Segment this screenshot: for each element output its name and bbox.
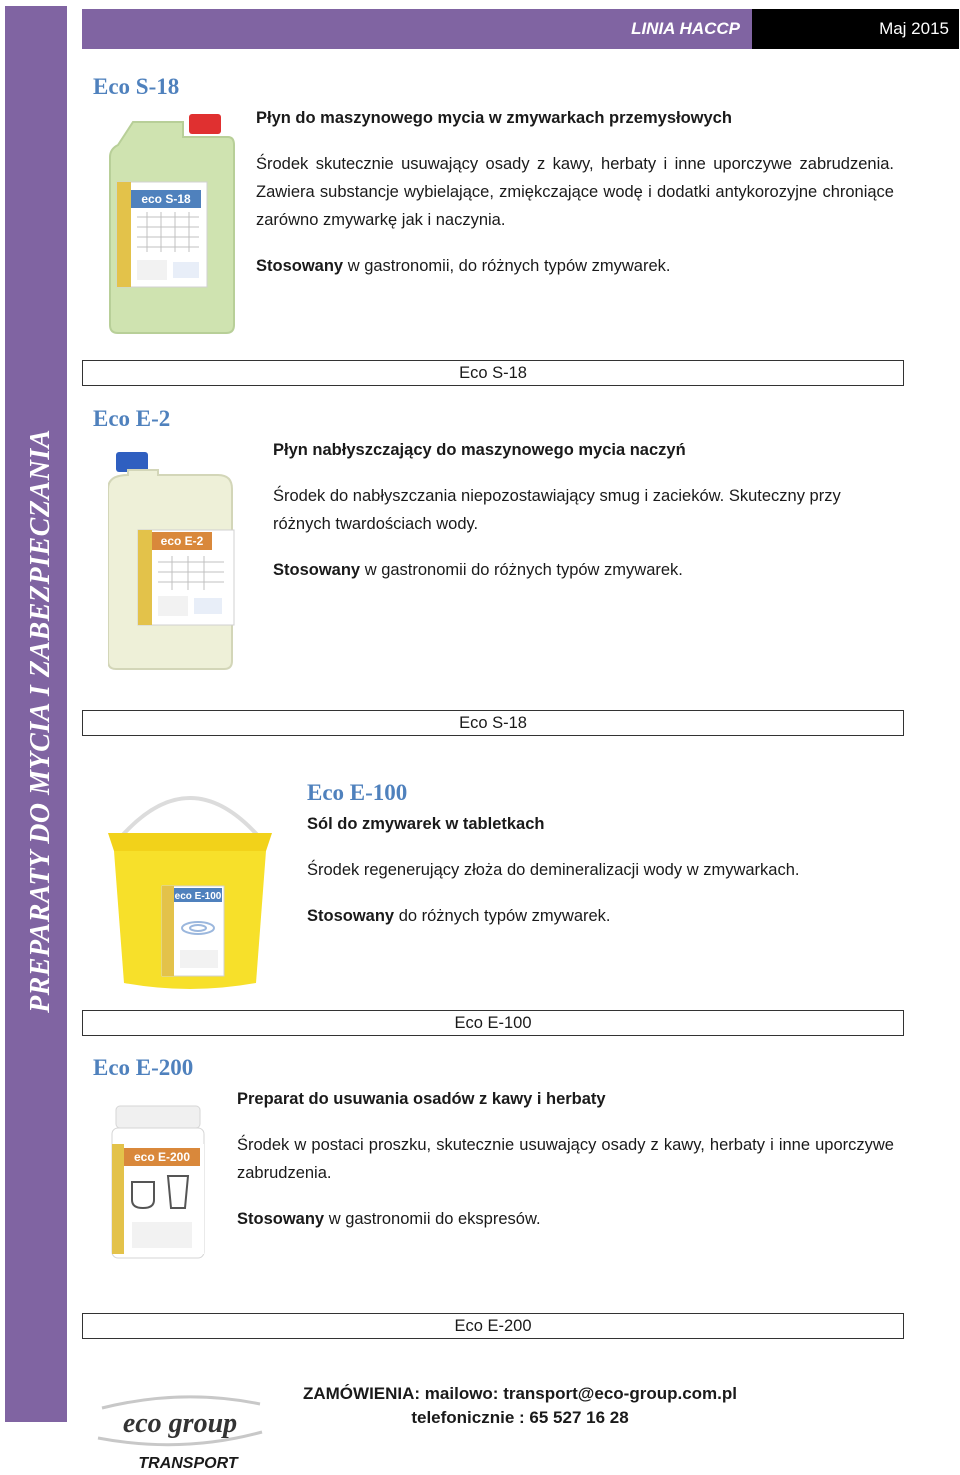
header-title: LINIA HACCP [631, 19, 740, 38]
usage-label: Stosowany [307, 907, 395, 925]
sidebar-title: PREPARATY DO MYCIA I ZABEZPIECZANIA [25, 429, 56, 1013]
product-description: Środek w postaci proszku, skutecznie usuwający osady z kawy, herbaty i inne uporczywe zabrudzenia. [237, 1136, 894, 1182]
footer-orders: ZAMÓWIENIA: mailowo: transport@eco-group.com.pl [302, 1384, 737, 1403]
product-description-block [307, 810, 897, 930]
bucket-image [100, 768, 280, 990]
product-name: Eco E-200 [93, 1055, 194, 1080]
logo-text: eco group [122, 1408, 238, 1439]
product-description-block [273, 436, 894, 584]
product-headline: Płyn nabłyszczający do maszynowego mycia naczyń [273, 441, 686, 459]
product-name: Eco S-18 [93, 74, 180, 99]
product-description-block [237, 1085, 894, 1233]
product-usage [307, 902, 897, 930]
product-description-block [256, 104, 894, 280]
product-label-text: eco S-18 [141, 192, 191, 206]
product-caption: Eco S-18 [82, 360, 904, 386]
canister-image [108, 450, 240, 672]
product-caption: Eco S-18 [82, 710, 904, 736]
usage-text: w gastronomii do różnych typów zmywarek. [360, 561, 683, 579]
header-date-box [752, 9, 959, 49]
product-usage [256, 252, 894, 280]
product-description: Środek regenerujący złoża do demineralizacji wody w zmywarkach. [307, 861, 800, 879]
product-label-text: eco E-200 [133, 1150, 191, 1164]
usage-label: Stosowany [273, 561, 361, 579]
header-bar [82, 9, 752, 49]
canister-image [103, 112, 235, 334]
product-usage [273, 556, 894, 584]
product-name: Eco E-2 [93, 406, 171, 431]
product-label-text: eco E-2 [160, 534, 204, 548]
footer-phone: telefonicznie : 65 527 16 28 [411, 1408, 629, 1427]
usage-label: Stosowany [256, 257, 344, 275]
product-caption: Eco E-100 [82, 1010, 904, 1036]
product-headline: Płyn do maszynowego mycia w zmywarkach przemysłowych [256, 109, 732, 127]
product-name: Eco E-100 [307, 780, 408, 805]
logo-subtext: TRANSPORT [138, 1455, 238, 1472]
product-headline: Sól do zmywarek w tabletkach [307, 815, 545, 833]
product-description: Środek do nabłyszczania niepozostawiający smug i zacieków. Skuteczny przy różnych twardościach wody. [273, 487, 841, 533]
header-date: Maj 2015 [879, 19, 949, 38]
product-caption: Eco E-200 [82, 1313, 904, 1339]
product-usage [237, 1205, 894, 1233]
sidebar-band [5, 6, 67, 1422]
usage-text: w gastronomii, do różnych typów zmywarek. [343, 257, 671, 275]
product-label-text: eco E-100 [174, 891, 222, 902]
usage-text: w gastronomii do ekspresów. [324, 1210, 541, 1228]
usage-label: Stosowany [237, 1210, 325, 1228]
product-headline: Preparat do usuwania osadów z kawy i herbaty [237, 1090, 606, 1108]
page-header [82, 9, 959, 49]
eco-group-logo [92, 1388, 267, 1473]
usage-text: do różnych typów zmywarek. [394, 907, 611, 925]
product-description: Środek skutecznie usuwający osady z kawy, herbaty i inne uporczywe zabrudzenia. Zawiera substancje wybielające, zmiękczające wodę i dodatki antykorozyjne chroniące zarówno zmywarkę jak i naczynia. [256, 155, 894, 229]
jar-image [108, 1104, 208, 1264]
